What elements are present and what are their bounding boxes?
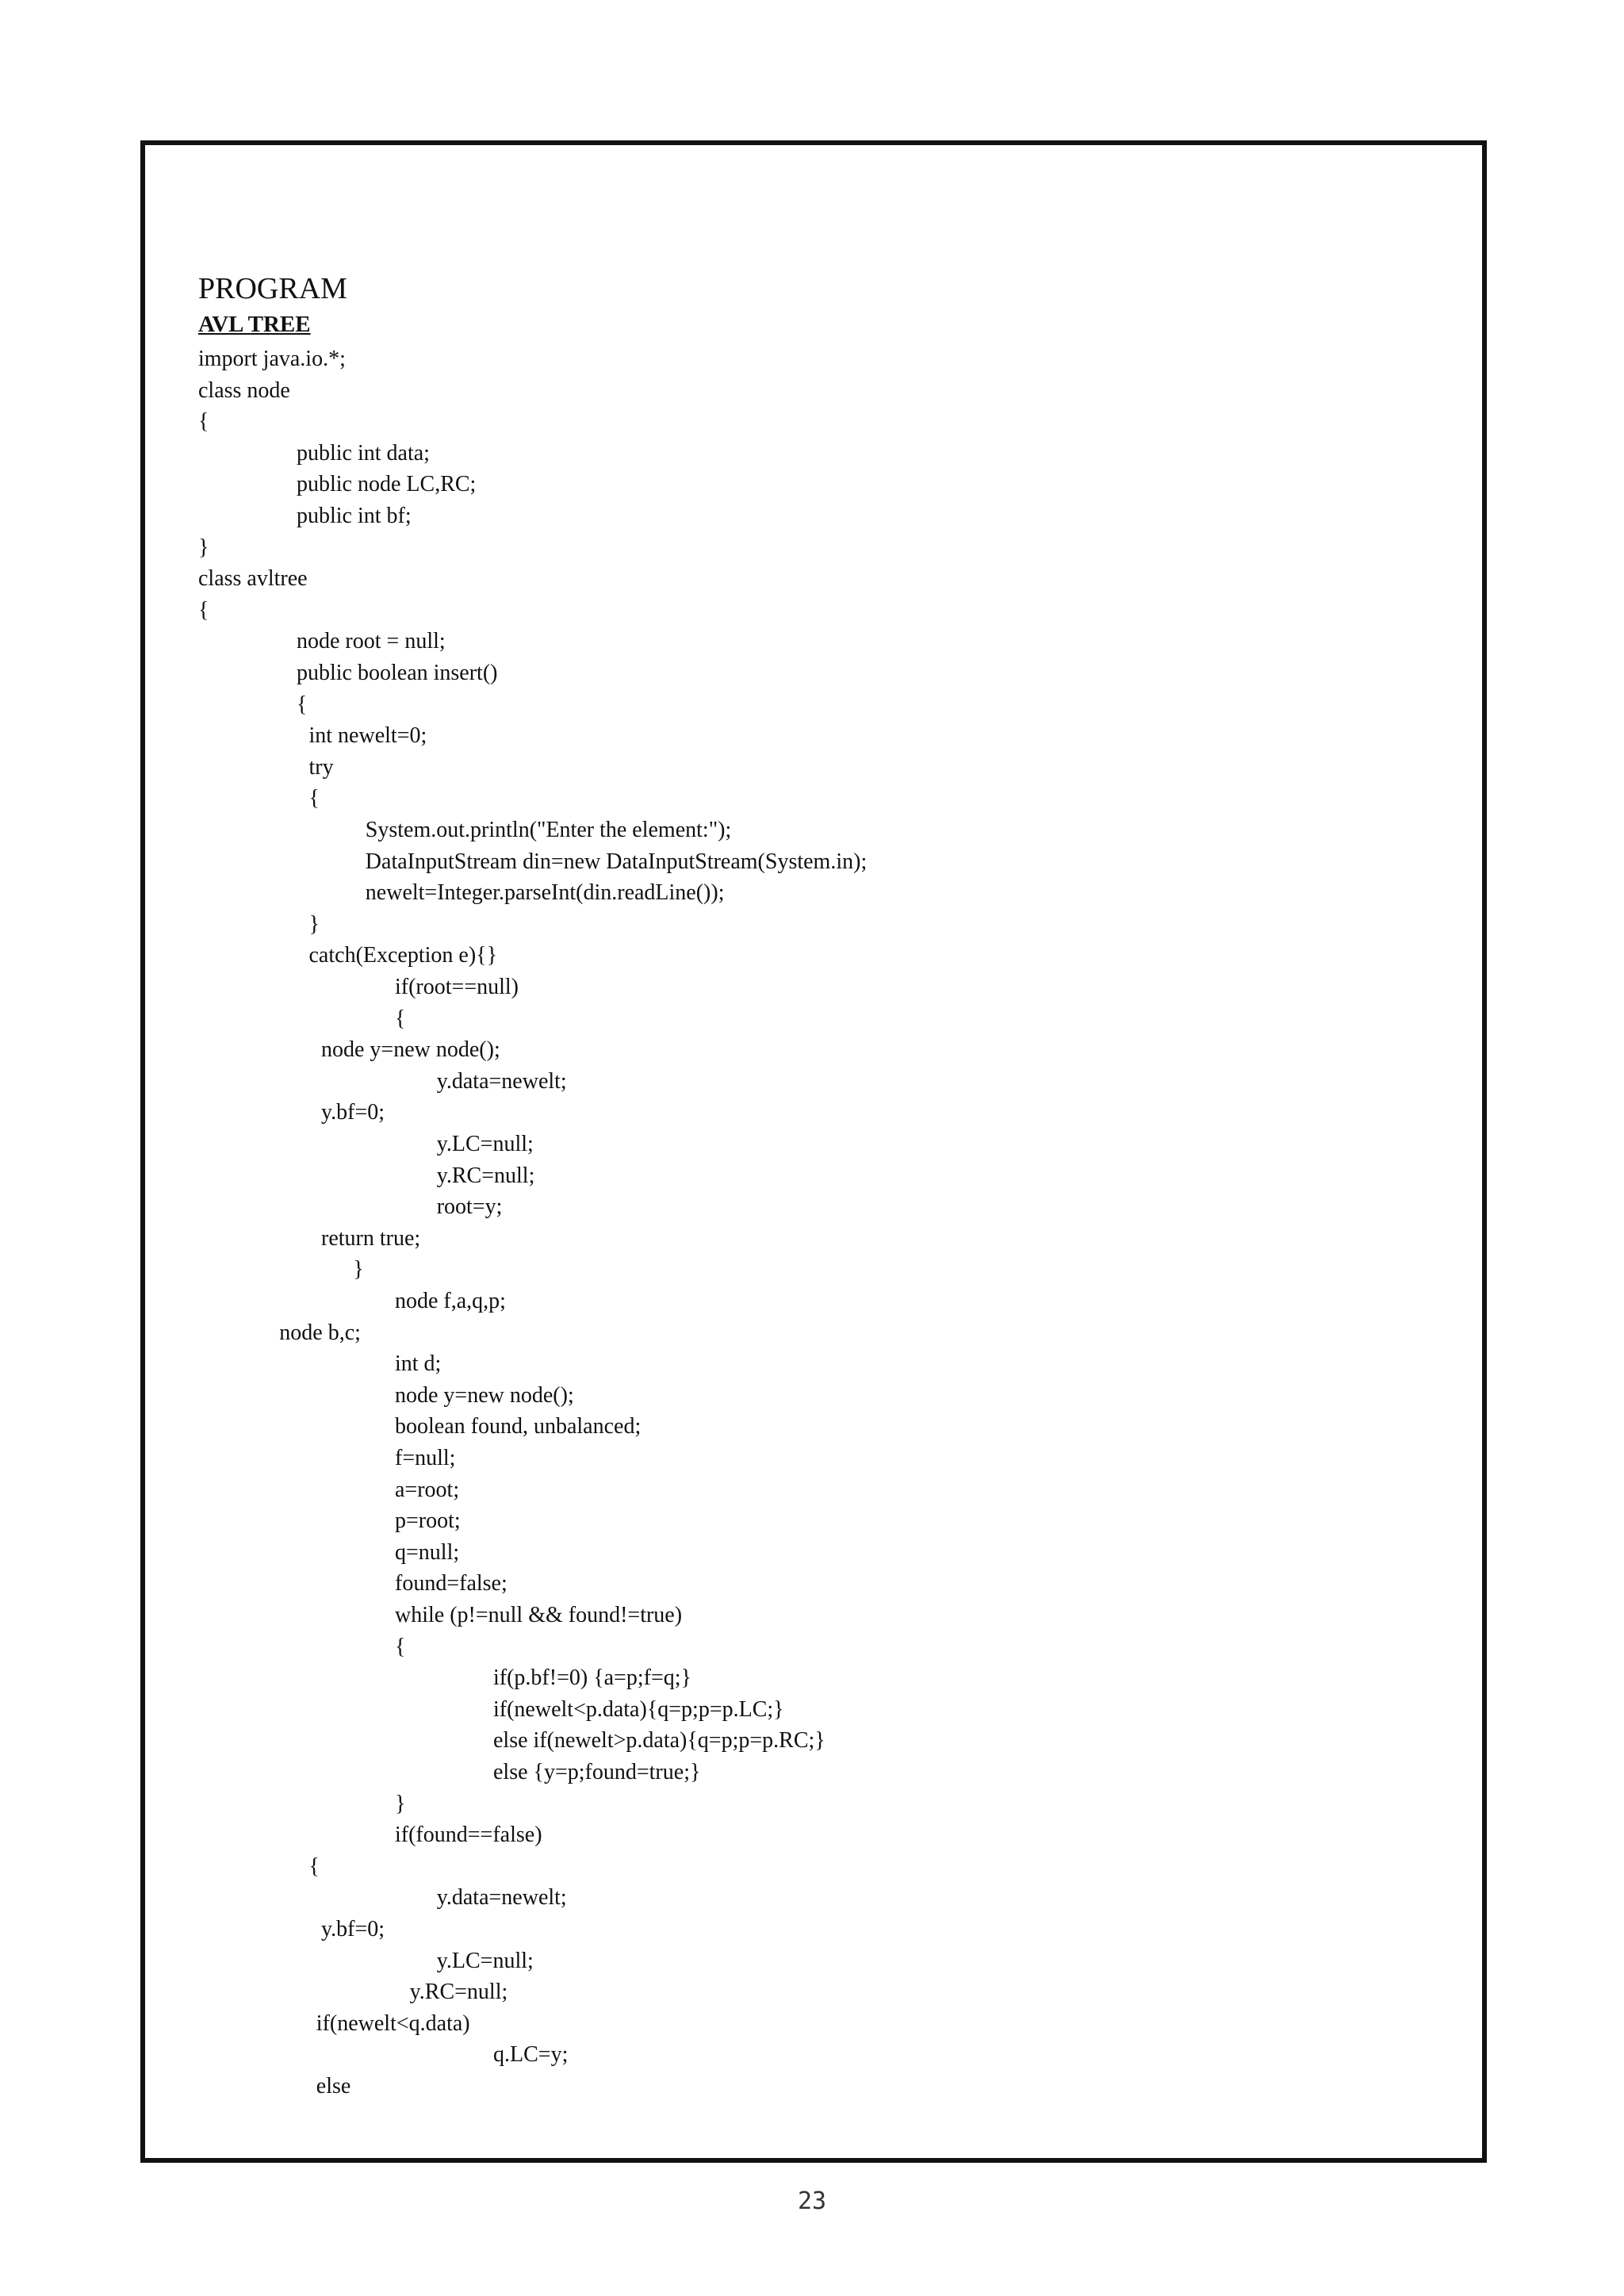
code-line: public int data; [297, 440, 430, 466]
code-line: node y=new node(); [395, 1382, 574, 1408]
code-line: y.LC=null; [436, 1948, 534, 1973]
code-line: class node [198, 378, 290, 403]
code-line: catch(Exception e){} [308, 943, 498, 968]
code-line: found=false; [395, 1571, 508, 1596]
section-heading: PROGRAM [198, 272, 347, 305]
code-line: try [308, 754, 334, 780]
code-line: } [353, 1257, 364, 1282]
code-line: node b,c; [279, 1320, 361, 1345]
code-line: y.RC=null; [409, 1980, 508, 2005]
code-line: else if(newelt>p.data){q=p;p=p.RC;} [493, 1728, 825, 1754]
code-line: public node LC,RC; [297, 472, 477, 497]
code-line: if(p.bf!=0) {a=p;f=q;} [493, 1665, 691, 1691]
code-line: { [198, 409, 209, 435]
code-line: else {y=p;found=true;} [493, 1760, 701, 1784]
code-line: public boolean insert() [297, 661, 498, 685]
code-line: while (p!=null && found!=true) [395, 1603, 683, 1627]
page-number: 23 [797, 2187, 827, 2215]
code-line: y.bf=0; [321, 1917, 385, 1941]
code-line: int d; [395, 1351, 442, 1377]
code-line: class avltree [198, 566, 308, 592]
code-line: boolean found, unbalanced; [395, 1414, 642, 1439]
code-line: y.LC=null; [436, 1132, 534, 1156]
code-line: if(found==false) [395, 1823, 542, 1848]
code-line: y.bf=0; [321, 1100, 385, 1125]
code-line: { [308, 1853, 320, 1879]
code-line: DataInputStream din=new DataInputStream(System.in); [365, 849, 868, 874]
code-line: root=y; [436, 1194, 503, 1220]
code-line: public int bf; [297, 504, 412, 528]
code-line: { [395, 1006, 406, 1031]
code-line: y.data=newelt; [436, 1068, 567, 1094]
code-line: node f,a,q,p; [395, 1289, 506, 1313]
code-line: if(root==null) [395, 975, 519, 999]
code-line: else [316, 2074, 351, 2099]
program-title: AVL TREE [198, 312, 311, 337]
code-line: { [395, 1634, 406, 1659]
code-line: newelt=Integer.parseInt(din.readLine()); [365, 880, 725, 906]
code-line: q=null; [395, 1539, 460, 1565]
code-line: } [198, 535, 209, 560]
code-line: a=root; [395, 1477, 460, 1502]
code-line: f=null; [395, 1446, 456, 1470]
code-line: } [395, 1791, 406, 1816]
code-line: } [308, 911, 320, 937]
code-line: return true; [321, 1225, 421, 1251]
code-line: node root = null; [297, 629, 446, 654]
code-line: { [308, 786, 320, 811]
code-line: node y=new node(); [321, 1037, 500, 1063]
code-line: q.LC=y; [493, 2042, 569, 2068]
code-line: { [297, 692, 308, 717]
code-line: p=root; [395, 1508, 461, 1534]
code-line: if(newelt<q.data) [316, 2010, 470, 2036]
code-line: y.RC=null; [436, 1163, 535, 1188]
code-line: { [198, 597, 209, 623]
code-line: y.data=newelt; [436, 1885, 567, 1911]
code-line: if(newelt<p.data){q=p;p=p.LC;} [493, 1696, 784, 1722]
code-line: import java.io.*; [198, 347, 346, 371]
code-line: System.out.println("Enter the element:"); [365, 818, 732, 842]
code-line: int newelt=0; [308, 723, 427, 749]
